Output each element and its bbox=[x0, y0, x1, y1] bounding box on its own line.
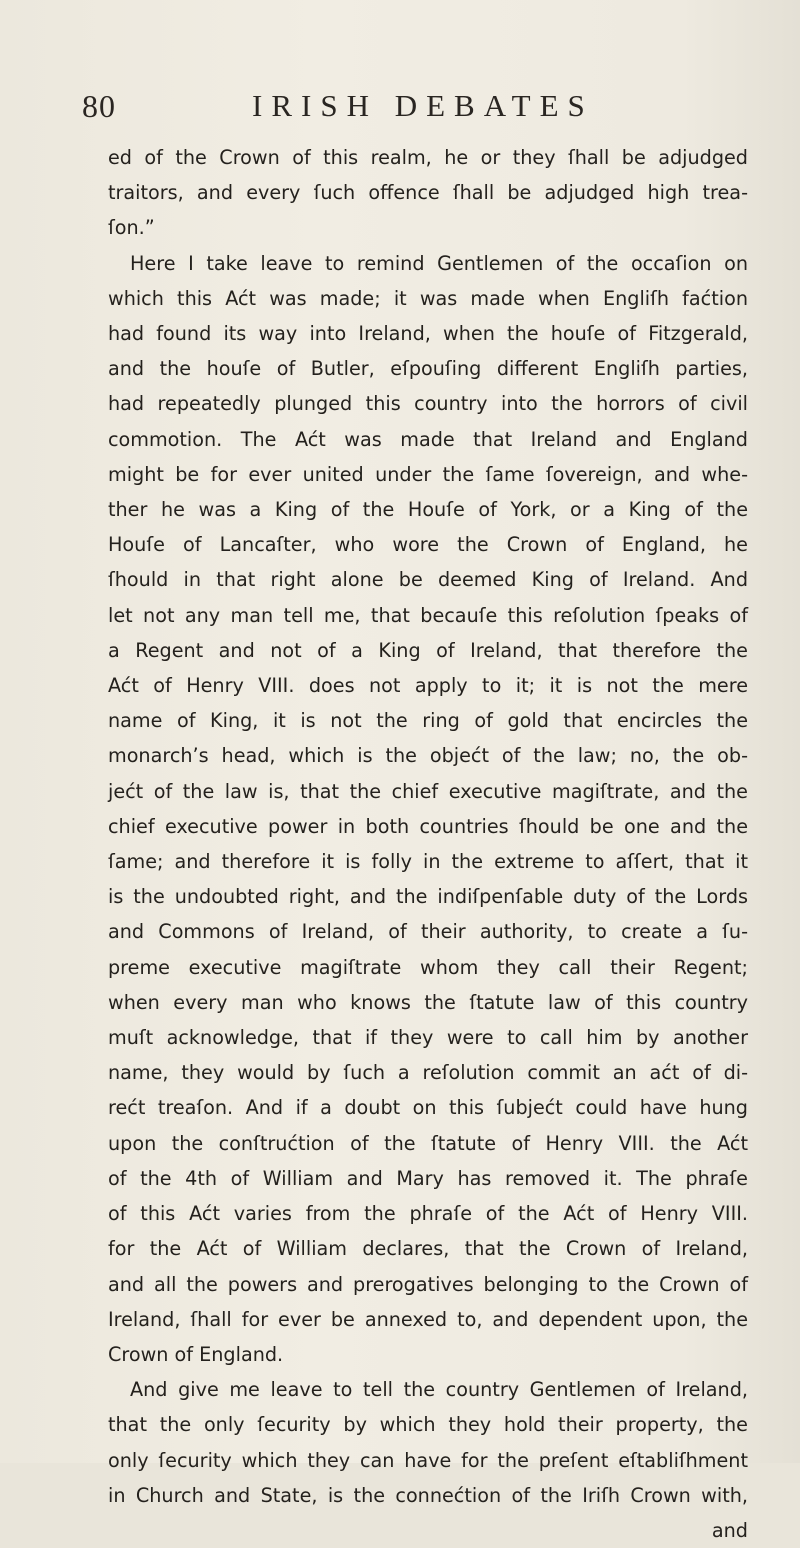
text-line: had repeatedly plunged this country into the horrors of civil bbox=[108, 392, 748, 416]
text-line: which this Aćt was made; it was made when Engliſh faćtion bbox=[108, 286, 748, 310]
text-line: that the only ſecurity by which they hold their property, the bbox=[108, 1413, 748, 1437]
text-line: upon the conſtrućtion of the ſtatute of Henry VIII. the Aćt bbox=[108, 1131, 748, 1155]
page-header bbox=[0, 88, 800, 128]
text-line: And give me leave to tell the country Gentlemen of Ireland, bbox=[130, 1378, 748, 1402]
text-line: of this Aćt varies from the phraſe of the Aćt of Henry VIII. bbox=[108, 1202, 748, 1226]
text-line: might be for ever united under the ſame ſovereign, and whe- bbox=[108, 462, 748, 486]
text-line: rećt treaſon. And if a doubt on this ſubjećt could have hung bbox=[108, 1096, 748, 1120]
text-line: only ſecurity which they can have for the preſent eſtabliſhment bbox=[108, 1448, 748, 1472]
body-text bbox=[108, 140, 748, 1548]
text-line: traitors, and every ſuch offence ſhall be adjudged high trea- bbox=[108, 181, 748, 205]
text-line: jećt of the law is, that the chief executive magiſtrate, and the bbox=[108, 779, 748, 803]
text-line: and all the powers and prerogatives belonging to the Crown of bbox=[108, 1272, 748, 1296]
text-line: had found its way into Ireland, when the houſe of Fitzgerald, bbox=[108, 322, 748, 346]
text-line: monarch’s head, which is the objećt of the law; no, the ob- bbox=[108, 744, 748, 768]
text-line: and Commons of Ireland, of their authority, to create a ſu- bbox=[108, 920, 748, 944]
text-line: Here I take leave to remind Gentlemen of the occaſion on bbox=[130, 251, 748, 275]
text-line: Houſe of Lancaſter, who wore the Crown of England, he bbox=[108, 533, 748, 557]
text-line: ſhould in that right alone be deemed King of Ireland. And bbox=[108, 568, 748, 592]
text-line: Ireland, ſhall for ever be annexed to, and dependent upon, the bbox=[108, 1307, 748, 1331]
text-line: commotion. The Aćt was made that Ireland and England bbox=[108, 427, 748, 451]
text-line: Crown of England. bbox=[108, 1342, 284, 1366]
text-line: ed of the Crown of this realm, he or they ſhall be adjudged bbox=[108, 146, 748, 169]
page-number: 80 bbox=[82, 88, 116, 124]
running-head: IRISH DEBATES bbox=[252, 88, 594, 123]
text-line: muſt acknowledge, that if they were to call him by another bbox=[108, 1026, 748, 1050]
text-line: and the houſe of Butler, eſpouſing different Engliſh parties, bbox=[108, 357, 748, 381]
text-line: ther he was a King of the Houſe of York, or a King of the bbox=[108, 498, 748, 522]
text-line: is the undoubted right, and the indiſpenſable duty of the Lords bbox=[108, 885, 748, 909]
text-line: when every man who knows the ſtatute law of this country bbox=[108, 990, 748, 1014]
text-line: in Church and State, is the connećtion of the Iriſh Crown with, bbox=[108, 1483, 748, 1507]
text-line: name, they would by ſuch a reſolution commit an aćt of di- bbox=[108, 1061, 748, 1085]
text-line: preme executive magiſtrate whom they call their Regent; bbox=[108, 955, 748, 979]
text-line: ſame; and therefore it is folly in the extreme to aſſert, that it bbox=[108, 850, 748, 874]
text-line: for the Aćt of William declares, that the Crown of Ireland, bbox=[108, 1237, 748, 1261]
text-line: chief executive power in both countries ſhould be one and the bbox=[108, 814, 748, 838]
text-line: let not any man tell me, that becauſe this reſolution ſpeaks of bbox=[108, 603, 748, 627]
text-line: of the 4th of William and Mary has removed it. The phraſe bbox=[108, 1166, 748, 1190]
text-line: a Regent and not of a King of Ireland, that therefore the bbox=[108, 638, 748, 662]
text-line: and bbox=[711, 1518, 748, 1542]
text-line: name of King, it is not the ring of gold that encircles the bbox=[108, 709, 748, 733]
text-line: ſon.” bbox=[108, 216, 155, 240]
text-line: Aćt of Henry VIII. does not apply to it; it is not the mere bbox=[108, 674, 748, 698]
